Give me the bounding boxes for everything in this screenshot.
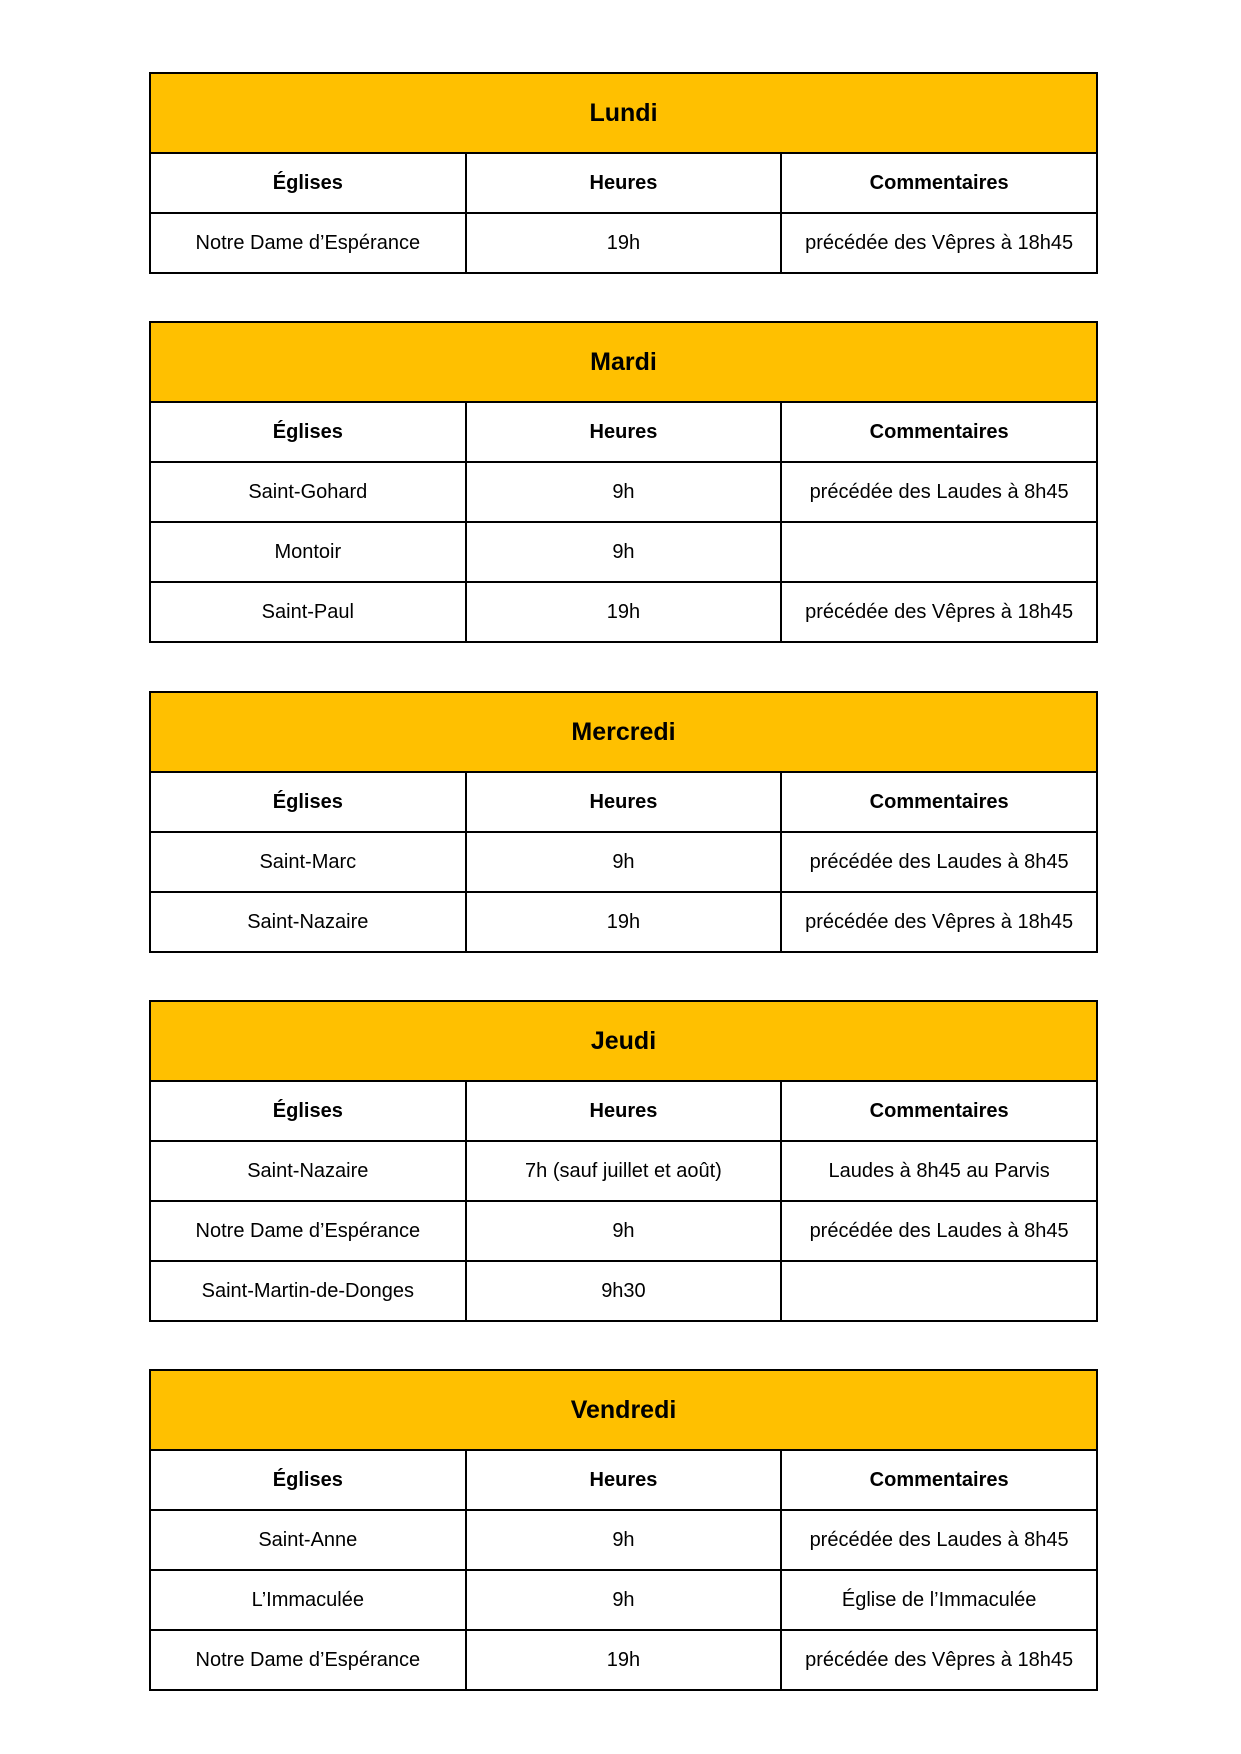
column-header-heures: Heures: [466, 402, 782, 462]
schedule-table-jeudi: [149, 1000, 1098, 1322]
table-row: [150, 1201, 1097, 1261]
column-header-commentaires: Commentaires: [781, 1081, 1097, 1141]
column-header-commentaires: Commentaires: [781, 153, 1097, 213]
table-row: [150, 582, 1097, 642]
church-cell: Saint-Nazaire: [150, 1141, 466, 1201]
time-cell: 9h: [466, 462, 782, 522]
church-cell: Saint-Paul: [150, 582, 466, 642]
comment-cell: précédée des Vêpres à 18h45: [781, 213, 1097, 273]
comment-cell: Laudes à 8h45 au Parvis: [781, 1141, 1097, 1201]
time-cell: 19h: [466, 1630, 782, 1690]
time-cell: 9h: [466, 832, 782, 892]
table-row: [150, 892, 1097, 952]
time-cell: 19h: [466, 892, 782, 952]
church-cell: Notre Dame d’Espérance: [150, 1630, 466, 1690]
time-cell: 9h: [466, 1201, 782, 1261]
table-row: [150, 1570, 1097, 1630]
day-title: Mercredi: [150, 692, 1097, 772]
church-cell: Saint-Nazaire: [150, 892, 466, 952]
column-header-eglises: Églises: [150, 772, 466, 832]
comment-cell: [781, 522, 1097, 582]
column-header-eglises: Églises: [150, 1450, 466, 1510]
church-cell: Notre Dame d’Espérance: [150, 213, 466, 273]
column-header-eglises: Églises: [150, 1081, 466, 1141]
column-header-commentaires: Commentaires: [781, 402, 1097, 462]
comment-cell: [781, 1261, 1097, 1321]
comment-cell: précédée des Laudes à 8h45: [781, 832, 1097, 892]
church-cell: Saint-Anne: [150, 1510, 466, 1570]
table-row: [150, 213, 1097, 273]
column-header-heures: Heures: [466, 772, 782, 832]
table-row: [150, 832, 1097, 892]
church-cell: Montoir: [150, 522, 466, 582]
comment-cell: précédée des Laudes à 8h45: [781, 1201, 1097, 1261]
schedule-table-mercredi: [149, 691, 1098, 953]
schedule-table-mardi: [149, 321, 1098, 643]
comment-cell: précédée des Vêpres à 18h45: [781, 1630, 1097, 1690]
time-cell: 7h (sauf juillet et août): [466, 1141, 782, 1201]
comment-cell: précédée des Laudes à 8h45: [781, 1510, 1097, 1570]
column-header-heures: Heures: [466, 153, 782, 213]
column-header-heures: Heures: [466, 1450, 782, 1510]
comment-cell: précédée des Laudes à 8h45: [781, 462, 1097, 522]
church-cell: L’Immaculée: [150, 1570, 466, 1630]
church-cell: Saint-Gohard: [150, 462, 466, 522]
comment-cell: précédée des Vêpres à 18h45: [781, 582, 1097, 642]
schedule-table-vendredi: [149, 1369, 1098, 1691]
day-title: Lundi: [150, 73, 1097, 153]
column-header-eglises: Églises: [150, 153, 466, 213]
column-header-heures: Heures: [466, 1081, 782, 1141]
church-cell: Saint-Marc: [150, 832, 466, 892]
column-header-eglises: Églises: [150, 402, 466, 462]
table-row: [150, 1261, 1097, 1321]
day-title: Jeudi: [150, 1001, 1097, 1081]
table-row: [150, 462, 1097, 522]
comment-cell: précédée des Vêpres à 18h45: [781, 892, 1097, 952]
time-cell: 9h30: [466, 1261, 782, 1321]
column-header-commentaires: Commentaires: [781, 772, 1097, 832]
table-row: [150, 1510, 1097, 1570]
table-row: [150, 1141, 1097, 1201]
schedule-table-lundi: [149, 72, 1098, 274]
time-cell: 9h: [466, 1510, 782, 1570]
time-cell: 19h: [466, 582, 782, 642]
comment-cell: Église de l’Immaculée: [781, 1570, 1097, 1630]
table-row: [150, 1630, 1097, 1690]
church-cell: Saint-Martin-de-Donges: [150, 1261, 466, 1321]
column-header-commentaires: Commentaires: [781, 1450, 1097, 1510]
day-title: Mardi: [150, 322, 1097, 402]
day-title: Vendredi: [150, 1370, 1097, 1450]
time-cell: 9h: [466, 1570, 782, 1630]
time-cell: 19h: [466, 213, 782, 273]
table-row: [150, 522, 1097, 582]
time-cell: 9h: [466, 522, 782, 582]
church-cell: Notre Dame d’Espérance: [150, 1201, 466, 1261]
